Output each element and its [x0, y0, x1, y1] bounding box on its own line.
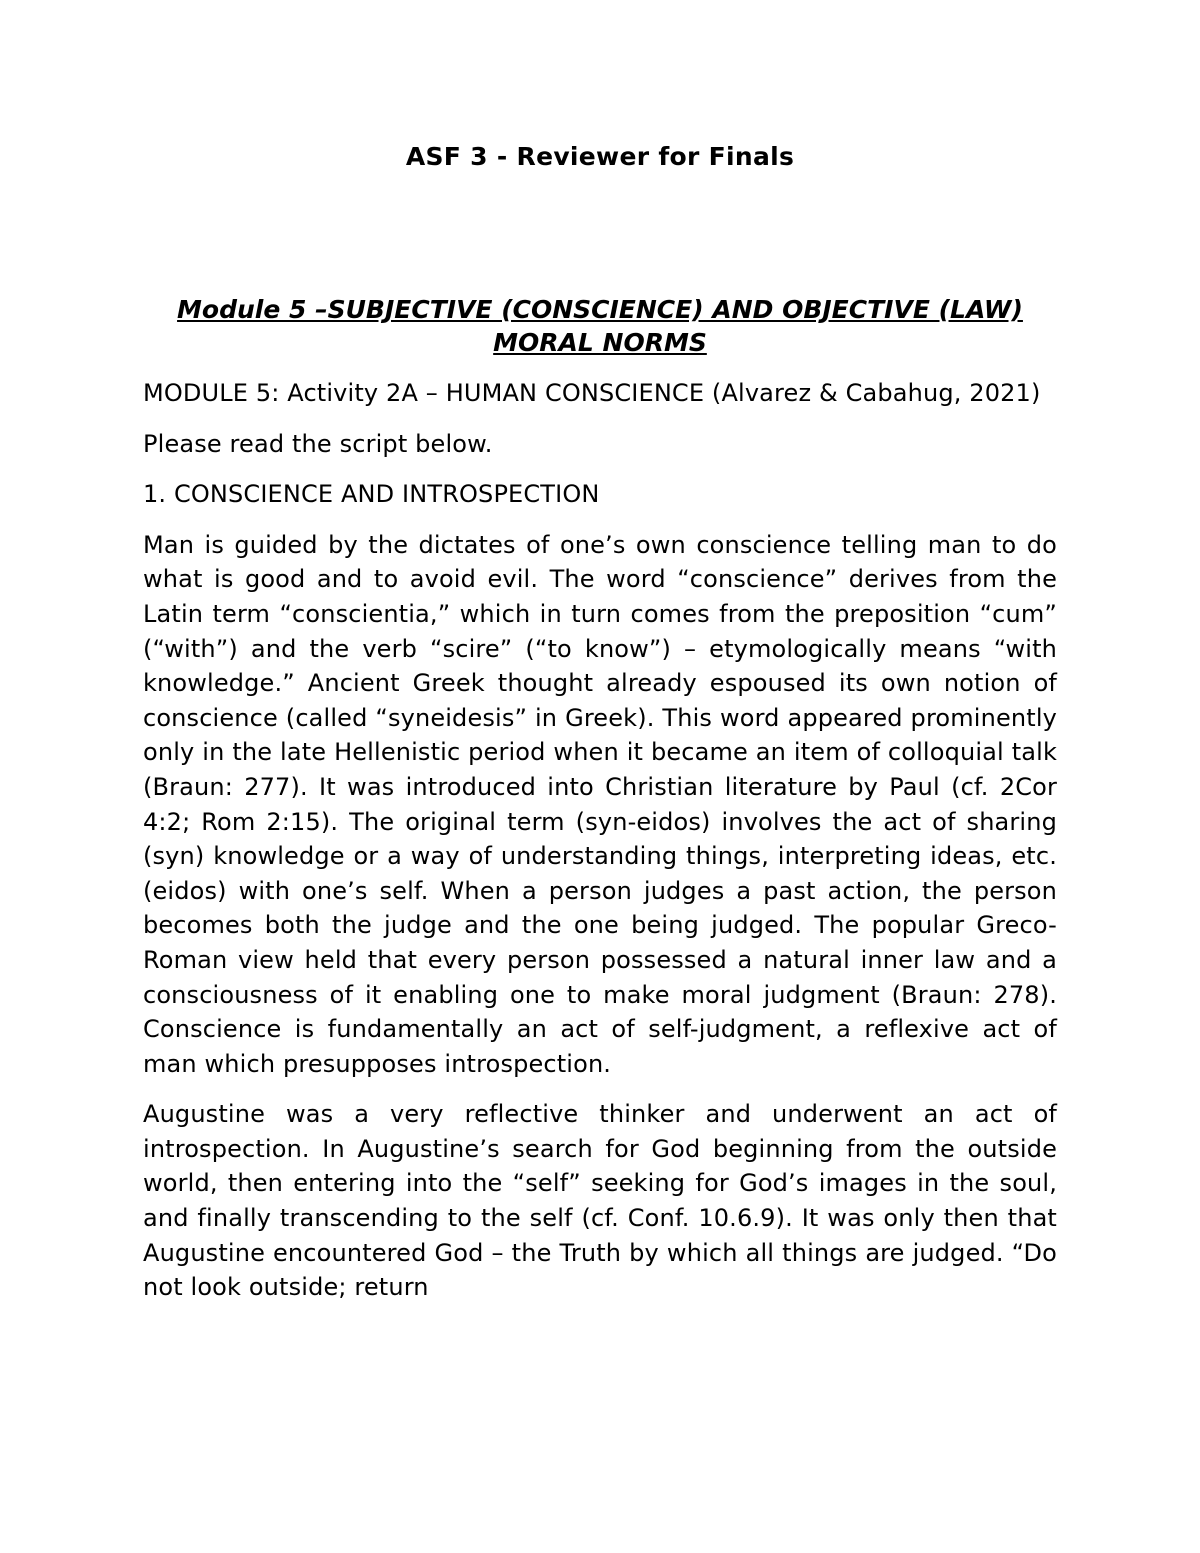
instruction-text: Please read the script below.: [143, 429, 493, 458]
body-paragraph: Augustine was a very reflective thinker and underwent an act of introspection. In Augustine’s search for God beginning from the outside world, then entering into the “self” seeking for God’s images in the soul, and finally transcending to the self (cf. Conf. 10.6.9). It was only then that Augustine encountered God – the Truth by which all things are judged. “Do not look outside; return: [143, 1100, 1057, 1302]
document-content: [143, 137, 1057, 1305]
document-title: ASF 3 - Reviewer for Finals: [405, 142, 795, 171]
section-heading: 1. CONSCIENCE AND INTROSPECTION: [143, 480, 600, 509]
module-heading: Module 5 –SUBJECTIVE (CONSCIENCE) AND OBJECTIVE (LAW) MORAL NORMS: [177, 295, 1023, 357]
body-paragraph: Man is guided by the dictates of one’s own conscience telling man to do what is good and to avoid evil. The word “conscience” derives from the Latin term “conscientia,” which in turn comes from the preposition “cum” (“with”) and the verb “scire” (“to know”) – etymologically means “with knowledge.” Ancient Greek thought already espoused its own notion of conscience (called “syneidesis” in Greek). This word appeared prominently only in the late Hellenistic period when it became an item of colloquial talk (Braun: 277). It was introduced into Christian literature by Paul (cf. 2Cor 4:2; Rom 2:15). The original term (syn-eidos) involves the act of sharing (syn) knowledge or a way of understanding things, interpreting ideas, etc. (eidos) with one’s self. When a person judges a past action, the person becomes both the judge and the one being judged. The popular Greco-Roman view held that every person possessed a natural inner law and a consciousness of it enabling one to make moral judgment (Braun: 278). Conscience is fundamentally an act of self-judgment, a reflexive act of man which presupposes introspection.: [143, 530, 1057, 1078]
activity-line: MODULE 5: Activity 2A – HUMAN CONSCIENCE (Alvarez & Cabahug, 2021): [143, 379, 1041, 407]
